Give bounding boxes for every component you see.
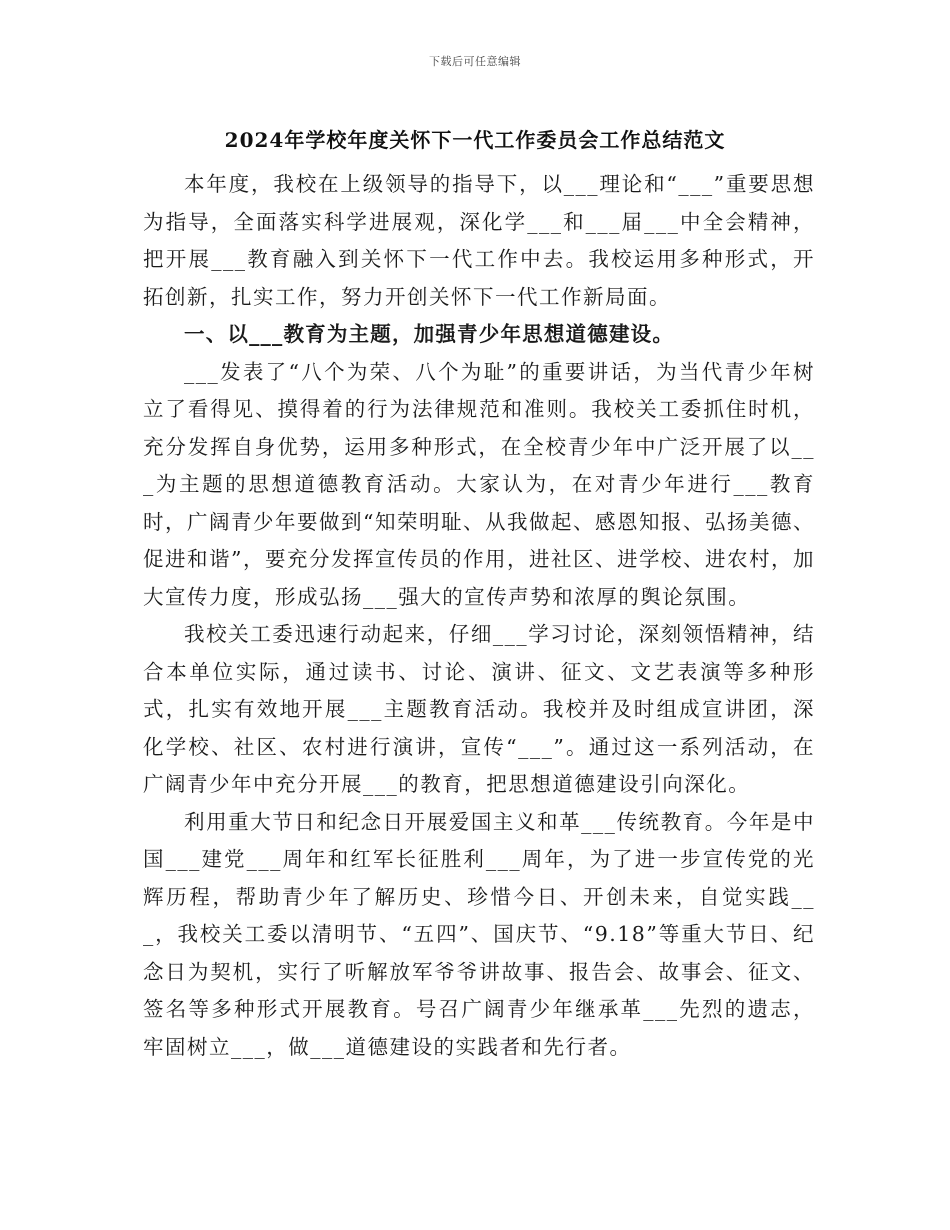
paragraph-body: 利用重大节日和纪念日开展爱国主义和革___传统教育。今年是中国___建党___周年和红军长征胜利___周年，为了进一步宣传党的光辉历程，帮助青少年了解历史、珍惜今日、开创未来，自觉实践___，我校关工委以清明节、“五四”、国庆节、“9.18”等重大节日、纪念日为契机，实行了听解放军爷爷讲故事、报告会、故事会、征文、签名等多种形式开展教育。号召广阔青少年继承革___先烈的遗志，牢固树立___，做___道德建设的实践者和先行者。 xyxy=(143,809,815,1059)
paragraph-intro: 本年度，我校在上级领导的指导下，以___理论和“___”重要思想为指导，全面落实科学进展观，深化学___和___届___中全会精神，把开展___教育融入到关怀下一代工作中去。我校运用多种形式，开拓创新，扎实工作，努力开创关怀下一代工作新局面。 xyxy=(143,172,815,309)
document-title: 2024年学校年度关怀下一代工作委员会工作总结范文 xyxy=(224,128,726,152)
paragraph-body: 我校关工委迅速行动起来，仔细___学习讨论，深刻领悟精神，结合本单位实际，通过读书、讨论、演讲、征文、文艺表演等多种形式，扎实有效地开展___主题教育活动。我校并及时组成宣讲团，深化学校、社区、农村进行演讲，宣传“___”。通过这一系列活动，在广阔青少年中充分开展___的教育，把思想道德建设引向深化。 xyxy=(143,622,815,796)
document-body xyxy=(143,166,815,1066)
section-heading-1: 一、以___教育为主题，加强青少年思想道德建设。 xyxy=(184,322,675,346)
header-note: 下载后可任意编辑 xyxy=(429,55,521,68)
paragraph-body: ___发表了“八个为荣、八个为耻”的重要讲话，为当代青少年树立了看得见、摸得着的行为法律规范和准则。我校关工委抓住时机，充分发挥自身优势，运用多种形式，在全校青少年中广泛开展了以___为主题的思想道德教育活动。大家认为，在对青少年进行___教育时，广阔青少年要做到“知荣明耻、从我做起、感恩知报、弘扬美德、促进和谐”，要充分发挥宣传员的作用，进社区、进学校、进农村，加大宣传力度，形成弘扬___强大的宣传声势和浓厚的舆论氛围。 xyxy=(143,359,815,609)
